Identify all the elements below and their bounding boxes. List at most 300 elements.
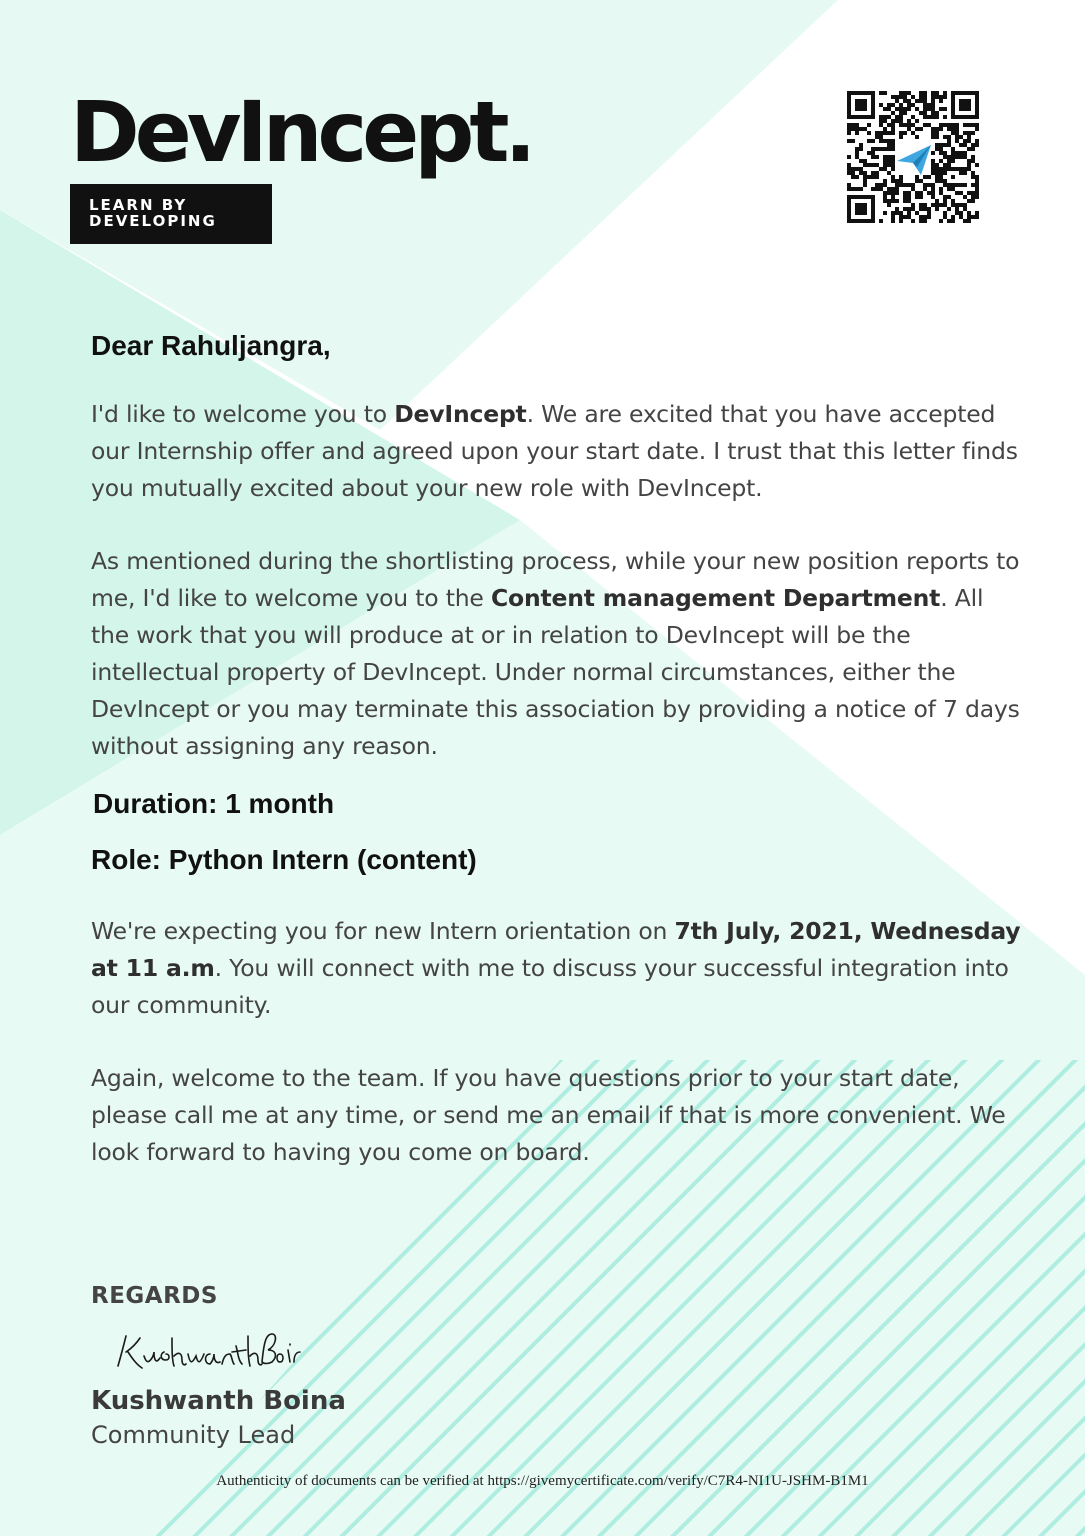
qr-module: [919, 95, 923, 99]
qr-module: [939, 99, 943, 103]
qr-module: [891, 131, 895, 135]
qr-module: [891, 191, 895, 195]
qr-module: [899, 95, 903, 99]
qr-finder-pattern: [951, 91, 979, 119]
qr-module: [899, 111, 903, 115]
qr-module: [971, 131, 975, 135]
qr-module: [883, 199, 887, 203]
qr-module: [971, 147, 975, 151]
qr-module: [975, 183, 979, 187]
qr-module: [951, 151, 955, 155]
qr-module: [975, 211, 979, 215]
qr-module: [851, 187, 855, 191]
qr-module: [875, 135, 879, 139]
qr-module: [903, 215, 907, 219]
qr-module: [887, 131, 891, 135]
qr-module: [939, 187, 943, 191]
qr-module: [867, 175, 871, 179]
qr-module: [943, 107, 947, 111]
qr-module: [943, 203, 947, 207]
qr-module: [931, 187, 935, 191]
company-name-bold: DevIncept: [394, 400, 527, 428]
qr-module: [975, 123, 979, 127]
qr-module: [959, 191, 963, 195]
qr-module: [867, 139, 871, 143]
qr-module: [935, 163, 939, 167]
qr-module: [931, 111, 935, 115]
qr-module: [915, 107, 919, 111]
qr-module: [959, 167, 963, 171]
qr-module: [923, 207, 927, 211]
qr-module: [959, 151, 963, 155]
qr-module: [939, 151, 943, 155]
qr-module: [919, 91, 923, 95]
qr-module: [879, 123, 883, 127]
qr-module: [907, 191, 911, 195]
qr-module: [875, 147, 879, 151]
qr-module: [847, 187, 851, 191]
qr-module: [967, 215, 971, 219]
tagline-line-2: DEVELOPING: [89, 212, 217, 230]
paper-plane-icon: [897, 145, 931, 175]
qr-module: [899, 179, 903, 183]
qr-module: [911, 95, 915, 99]
qr-module: [931, 151, 935, 155]
qr-module: [931, 107, 935, 111]
qr-module: [879, 91, 883, 95]
qr-module: [951, 147, 955, 151]
qr-module: [943, 155, 947, 159]
qr-module: [959, 171, 963, 175]
qr-module: [899, 119, 903, 123]
qr-module: [871, 139, 875, 143]
qr-module: [899, 103, 903, 107]
qr-module: [887, 159, 891, 163]
qr-module: [907, 99, 911, 103]
qr-module: [939, 159, 943, 163]
qr-module: [879, 219, 883, 223]
qr-module: [955, 183, 959, 187]
qr-module: [931, 91, 935, 95]
qr-module: [871, 175, 875, 179]
qr-module: [891, 147, 895, 151]
qr-module: [943, 95, 947, 99]
qr-module: [939, 191, 943, 195]
signer-name: Kushwanth Boina: [91, 1386, 346, 1416]
qr-module: [927, 211, 931, 215]
qr-module: [975, 127, 979, 131]
qr-module: [879, 183, 883, 187]
qr-module: [943, 151, 947, 155]
qr-module: [939, 143, 943, 147]
qr-module: [875, 131, 879, 135]
qr-module: [951, 187, 955, 191]
qr-module: [947, 139, 951, 143]
qr-module: [891, 127, 895, 131]
qr-module: [935, 175, 939, 179]
qr-module: [935, 95, 939, 99]
qr-module: [939, 167, 943, 171]
qr-module: [911, 103, 915, 107]
qr-module: [911, 203, 915, 207]
qr-module: [911, 123, 915, 127]
qr-module: [903, 183, 907, 187]
qr-module: [883, 131, 887, 135]
qr-module: [903, 107, 907, 111]
qr-module: [943, 167, 947, 171]
qr-module: [943, 211, 947, 215]
qr-module: [891, 163, 895, 167]
qr-module: [927, 191, 931, 195]
qr-module: [903, 111, 907, 115]
qr-module: [975, 215, 979, 219]
qr-module: [951, 203, 955, 207]
qr-module: [891, 187, 895, 191]
qr-module: [891, 103, 895, 107]
paragraph-welcome: I'd like to welcome you to DevIncept. We are excited that you have accepted our Internship offer and agreed upon your start date. I trust that this letter finds you mutually excited about your new role with DevIncept.: [91, 400, 1018, 502]
qr-module: [951, 123, 955, 127]
qr-module: [883, 119, 887, 123]
qr-module: [915, 119, 919, 123]
qr-module: [903, 91, 907, 95]
qr-module: [847, 167, 851, 171]
qr-module: [907, 119, 911, 123]
qr-module: [951, 219, 955, 223]
qr-module: [919, 215, 923, 219]
qr-module: [915, 127, 919, 131]
qr-module: [939, 171, 943, 175]
qr-module: [943, 163, 947, 167]
brand-tagline-badge: [70, 184, 272, 244]
qr-module: [883, 183, 887, 187]
qr-module: [895, 191, 899, 195]
qr-module: [943, 215, 947, 219]
qr-module: [847, 171, 851, 175]
qr-module: [895, 187, 899, 191]
qr-module: [931, 95, 935, 99]
qr-module: [899, 131, 903, 135]
qr-module: [963, 131, 967, 135]
qr-module: [887, 191, 891, 195]
qr-module: [955, 203, 959, 207]
qr-module: [891, 179, 895, 183]
qr-module: [847, 131, 851, 135]
qr-module: [947, 127, 951, 131]
qr-module: [891, 143, 895, 147]
qr-module: [967, 135, 971, 139]
qr-module: [851, 139, 855, 143]
qr-module: [955, 151, 959, 155]
qr-module: [943, 143, 947, 147]
qr-module: [859, 171, 863, 175]
qr-module: [963, 207, 967, 211]
qr-module: [903, 195, 907, 199]
qr-module: [935, 127, 939, 131]
qr-module: [887, 147, 891, 151]
qr-module: [927, 207, 931, 211]
qr-module: [931, 163, 935, 167]
qr-module: [971, 183, 975, 187]
qr-module: [867, 131, 871, 135]
qr-module: [891, 111, 895, 115]
qr-module: [951, 183, 955, 187]
qr-module: [899, 107, 903, 111]
qr-module: [903, 95, 907, 99]
qr-module: [875, 163, 879, 167]
qr-module: [931, 159, 935, 163]
qr-module: [923, 183, 927, 187]
qr-module: [907, 207, 911, 211]
qr-module: [883, 127, 887, 131]
qr-module: [939, 175, 943, 179]
qr-module: [891, 175, 895, 179]
qr-module: [927, 215, 931, 219]
qr-module: [863, 179, 867, 183]
qr-module: [959, 203, 963, 207]
qr-module: [923, 103, 927, 107]
qr-module: [967, 147, 971, 151]
qr-module: [855, 151, 859, 155]
qr-module: [967, 219, 971, 223]
qr-module: [879, 167, 883, 171]
qr-module: [939, 203, 943, 207]
qr-module: [895, 199, 899, 203]
qr-module: [907, 211, 911, 215]
qr-module: [967, 199, 971, 203]
qr-module: [955, 127, 959, 131]
qr-module: [907, 199, 911, 203]
qr-module: [967, 163, 971, 167]
qr-module: [931, 167, 935, 171]
qr-module: [887, 199, 891, 203]
qr-module: [955, 191, 959, 195]
qr-module: [891, 159, 895, 163]
qr-module: [855, 127, 859, 131]
qr-module: [883, 159, 887, 163]
qr-module: [951, 215, 955, 219]
qr-module: [923, 219, 927, 223]
qr-module: [911, 187, 915, 191]
qr-module: [891, 167, 895, 171]
qr-module: [903, 131, 907, 135]
qr-module: [947, 207, 951, 211]
department-name-bold: Content management Department: [490, 584, 941, 612]
qr-module: [931, 171, 935, 175]
qr-module: [923, 115, 927, 119]
brand-logo: [70, 83, 532, 244]
qr-module: [871, 155, 875, 159]
qr-module: [851, 127, 855, 131]
qr-module: [907, 91, 911, 95]
qr-module: [847, 139, 851, 143]
qr-module: [943, 179, 947, 183]
qr-module: [947, 187, 951, 191]
qr-module: [851, 167, 855, 171]
qr-module: [947, 155, 951, 159]
qr-module: [879, 115, 883, 119]
qr-module: [955, 139, 959, 143]
qr-module: [899, 115, 903, 119]
qr-module: [935, 131, 939, 135]
qr-module: [959, 155, 963, 159]
qr-module: [851, 123, 855, 127]
qr-code: [836, 80, 990, 234]
qr-module: [967, 191, 971, 195]
qr-module: [895, 183, 899, 187]
qr-module: [863, 175, 867, 179]
qr-module: [887, 107, 891, 111]
qr-module: [899, 211, 903, 215]
qr-module: [923, 95, 927, 99]
qr-module: [911, 183, 915, 187]
qr-module: [847, 163, 851, 167]
qr-module: [899, 175, 903, 179]
qr-module: [955, 207, 959, 211]
regards-label: REGARDS: [91, 1283, 218, 1309]
qr-module: [947, 135, 951, 139]
qr-module: [975, 163, 979, 167]
qr-module: [935, 91, 939, 95]
paragraph-orientation: We're expecting you for new Intern orientation on 7th July, 2021, Wednesday at 11 a.m. You will connect with me to discuss your successful integration into our community.: [91, 917, 1021, 1019]
qr-module: [855, 123, 859, 127]
qr-module: [867, 163, 871, 167]
qr-module: [947, 163, 951, 167]
qr-module: [959, 135, 963, 139]
qr-module: [955, 155, 959, 159]
qr-module: [955, 135, 959, 139]
qr-module: [847, 183, 851, 187]
qr-module: [883, 107, 887, 111]
qr-finder-pattern: [847, 91, 875, 119]
qr-module: [875, 187, 879, 191]
qr-module: [907, 103, 911, 107]
qr-module: [919, 203, 923, 207]
qr-module: [971, 171, 975, 175]
qr-module: [939, 107, 943, 111]
qr-module: [947, 143, 951, 147]
qr-module: [891, 195, 895, 199]
qr-module: [871, 163, 875, 167]
qr-module: [931, 115, 935, 119]
qr-module: [963, 195, 967, 199]
qr-module: [975, 175, 979, 179]
qr-module: [855, 175, 859, 179]
qr-module: [855, 167, 859, 171]
qr-module: [903, 123, 907, 127]
qr-module: [871, 187, 875, 191]
qr-module: [951, 199, 955, 203]
qr-module: [943, 91, 947, 95]
qr-module: [871, 151, 875, 155]
qr-module: [863, 159, 867, 163]
qr-module: [891, 139, 895, 143]
qr-module: [855, 131, 859, 135]
qr-module: [931, 195, 935, 199]
qr-module: [963, 123, 967, 127]
qr-module: [919, 99, 923, 103]
qr-module: [971, 159, 975, 163]
orientation-date-bold: 7th July, 2021, Wednesday at 11 a.m: [91, 917, 1021, 982]
qr-module: [963, 167, 967, 171]
qr-module: [847, 127, 851, 131]
qr-module: [887, 143, 891, 147]
qr-module: [923, 99, 927, 103]
qr-module: [963, 219, 967, 223]
qr-module: [943, 199, 947, 203]
qr-module: [859, 147, 863, 151]
qr-module: [955, 211, 959, 215]
qr-module: [963, 171, 967, 175]
qr-module: [883, 155, 887, 159]
verification-footer: Authenticity of documents can be verified at https://givemycertificate.com/verify/C7R4-NI1U-JSHM-B1M1: [216, 1473, 869, 1489]
qr-module: [923, 187, 927, 191]
qr-module: [915, 175, 919, 179]
qr-module: [939, 179, 943, 183]
qr-module: [907, 107, 911, 111]
qr-module: [971, 123, 975, 127]
qr-module: [931, 131, 935, 135]
qr-module: [899, 183, 903, 187]
qr-module: [907, 215, 911, 219]
qr-module: [927, 175, 931, 179]
qr-module: [851, 175, 855, 179]
qr-module: [891, 215, 895, 219]
paragraph-closing: Again, welcome to the team. If you have questions prior to your start date, please call me at any time, or send me an email if that is more convenient. We look forward to having you come on board.: [91, 1064, 1006, 1166]
qr-module: [875, 183, 879, 187]
qr-module: [947, 183, 951, 187]
qr-module: [959, 215, 963, 219]
qr-module: [971, 155, 975, 159]
qr-module: [899, 215, 903, 219]
qr-module: [967, 159, 971, 163]
qr-module: [935, 147, 939, 151]
qr-module: [883, 195, 887, 199]
qr-module: [963, 203, 967, 207]
qr-module: [927, 103, 931, 107]
qr-module: [963, 143, 967, 147]
qr-module: [967, 123, 971, 127]
qr-module: [883, 139, 887, 143]
qr-module: [955, 131, 959, 135]
qr-module: [939, 219, 943, 223]
qr-module: [899, 123, 903, 127]
qr-module: [903, 199, 907, 203]
qr-module: [887, 103, 891, 107]
qr-module: [887, 203, 891, 207]
qr-module: [883, 147, 887, 151]
qr-module: [887, 155, 891, 159]
qr-module: [931, 127, 935, 131]
qr-module: [947, 167, 951, 171]
qr-module: [859, 167, 863, 171]
qr-module: [931, 203, 935, 207]
qr-module: [919, 179, 923, 183]
qr-module: [887, 123, 891, 127]
qr-module: [935, 115, 939, 119]
qr-module: [975, 195, 979, 199]
qr-module: [883, 167, 887, 171]
qr-module: [871, 171, 875, 175]
qr-module: [871, 147, 875, 151]
qr-module: [919, 127, 923, 131]
qr-module: [907, 127, 911, 131]
qr-module: [927, 115, 931, 119]
qr-module: [919, 207, 923, 211]
qr-module: [963, 139, 967, 143]
qr-module: [947, 219, 951, 223]
qr-module: [939, 95, 943, 99]
qr-module: [975, 143, 979, 147]
